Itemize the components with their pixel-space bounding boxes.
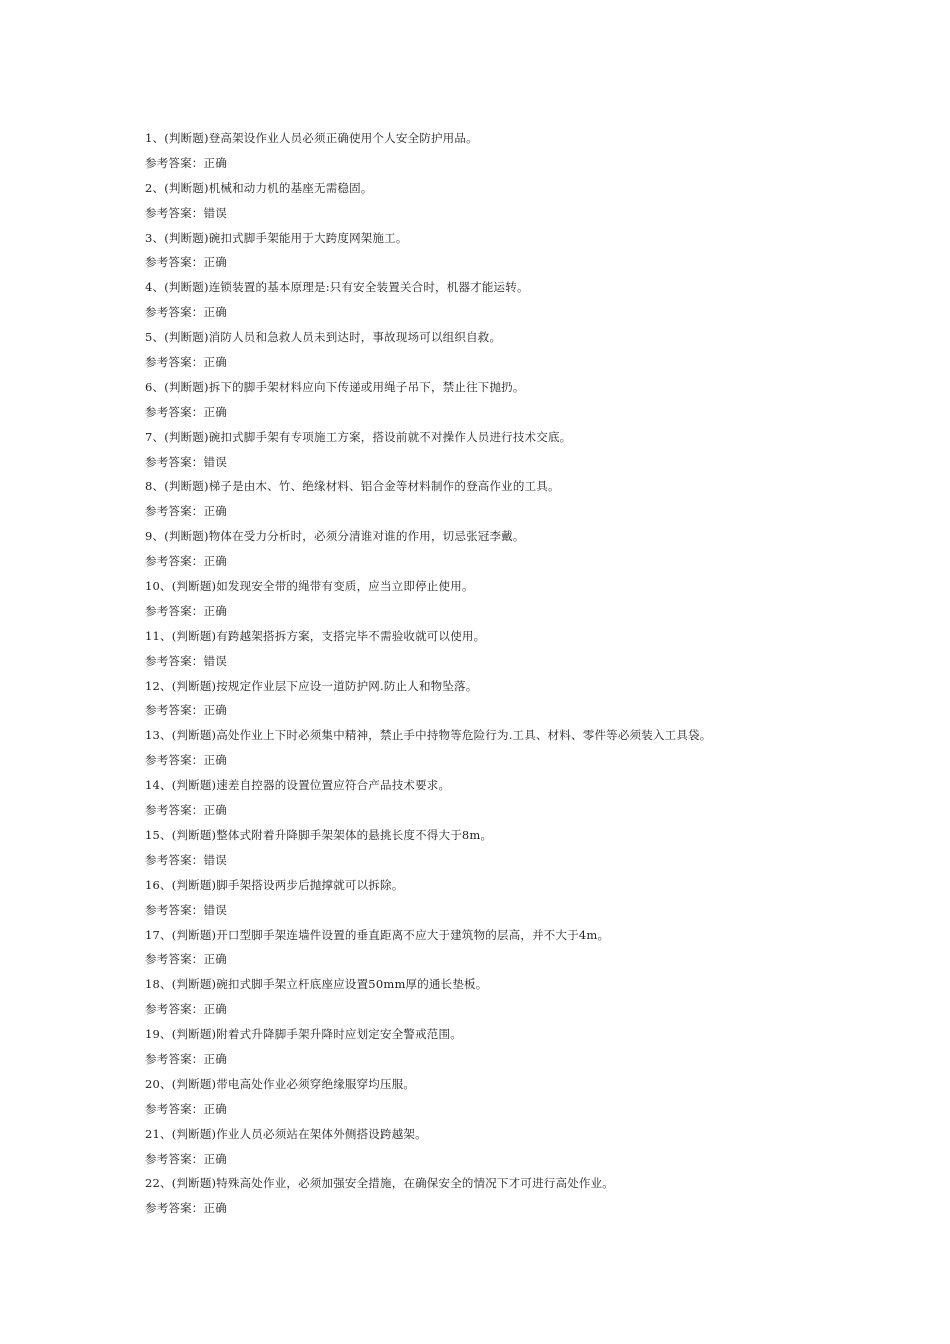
question-item bbox=[145, 1072, 935, 1122]
question-text: 17、(判断题)开口型脚手架连墙件设置的垂直距离不应大于建筑物的层高，并不大于4m。 bbox=[145, 927, 610, 942]
question-text: 5、(判断题)消防人员和急救人员未到达时，事故现场可以组织自救。 bbox=[145, 330, 502, 345]
question-item bbox=[145, 873, 935, 923]
question-item bbox=[145, 176, 935, 226]
question-item bbox=[145, 474, 935, 524]
question-text: 19、(判断题)附着式升降脚手架升降时应划定安全警戒范围。 bbox=[145, 1027, 462, 1042]
answer-text: 参考答案：正确 bbox=[145, 404, 227, 419]
question-text: 22、(判断题)特殊高处作业，必须加强安全措施，在确保安全的情况下才可进行高处作业。 bbox=[145, 1176, 615, 1191]
question-text: 13、(判断题)高处作业上下时必须集中精神，禁止手中持物等危险行为.工具、材料、零件等必须装入工具袋。 bbox=[145, 728, 712, 743]
answer-text: 参考答案：正确 bbox=[145, 305, 227, 320]
answer-text: 参考答案：正确 bbox=[145, 803, 227, 818]
question-text: 8、(判断题)梯子是由木、竹、绝缘材料、铝合金等材料制作的登高作业的工具。 bbox=[145, 479, 560, 494]
answer-text: 参考答案：正确 bbox=[145, 1051, 227, 1066]
answer-text: 参考答案：正确 bbox=[145, 703, 227, 718]
question-text: 14、(判断题)速差自控器的设置位置应符合产品技术要求。 bbox=[145, 778, 451, 793]
answer-text: 参考答案：正确 bbox=[145, 753, 227, 768]
question-text: 15、(判断题)整体式附着升降脚手架架体的悬挑长度不得大于8m。 bbox=[145, 827, 493, 842]
question-text: 20、(判断题)带电高处作业必须穿绝缘服穿均压服。 bbox=[145, 1076, 416, 1091]
question-item bbox=[145, 923, 935, 973]
question-item bbox=[145, 226, 935, 276]
question-item bbox=[145, 375, 935, 425]
question-text: 11、(判断题)有跨越架搭拆方案，支搭完毕不需验收就可以使用。 bbox=[145, 628, 486, 643]
answer-text: 参考答案：正确 bbox=[145, 504, 227, 519]
question-text: 16、(判断题)脚手架搭设两步后抛撑就可以拆除。 bbox=[145, 877, 404, 892]
question-item bbox=[145, 524, 935, 574]
answer-text: 参考答案：错误 bbox=[145, 902, 227, 917]
question-text: 12、(判断题)按规定作业层下应设一道防护网.防止人和物坠落。 bbox=[145, 678, 478, 693]
answer-text: 参考答案：正确 bbox=[145, 1201, 227, 1216]
question-item bbox=[145, 972, 935, 1022]
question-item bbox=[145, 275, 935, 325]
answer-text: 参考答案：错误 bbox=[145, 653, 227, 668]
question-item bbox=[145, 624, 935, 674]
question-item bbox=[145, 674, 935, 724]
answer-text: 参考答案：正确 bbox=[145, 155, 227, 170]
answer-text: 参考答案：错误 bbox=[145, 454, 227, 469]
question-item bbox=[145, 574, 935, 624]
document-page bbox=[145, 126, 935, 1221]
question-item bbox=[145, 1122, 935, 1172]
answer-text: 参考答案：正确 bbox=[145, 554, 227, 569]
answer-text: 参考答案：正确 bbox=[145, 952, 227, 967]
answer-text: 参考答案：正确 bbox=[145, 355, 227, 370]
question-item bbox=[145, 325, 935, 375]
question-text: 7、(判断题)碗扣式脚手架有专项施工方案，搭设前就不对操作人员进行技术交底。 bbox=[145, 429, 572, 444]
question-item bbox=[145, 1022, 935, 1072]
answer-text: 参考答案：正确 bbox=[145, 603, 227, 618]
question-text: 1、(判断题)登高架设作业人员必须正确使用个人安全防护用品。 bbox=[145, 131, 478, 145]
question-item bbox=[145, 425, 935, 475]
question-item bbox=[145, 773, 935, 823]
answer-text: 参考答案：正确 bbox=[145, 255, 227, 270]
question-item bbox=[145, 1171, 935, 1221]
answer-text: 参考答案：错误 bbox=[145, 852, 227, 867]
question-text: 18、(判断题)碗扣式脚手架立杆底座应设置50mm厚的通长垫板。 bbox=[145, 977, 488, 992]
answer-text: 参考答案：正确 bbox=[145, 1002, 227, 1017]
question-text: 9、(判断题)物体在受力分析时，必须分清谁对谁的作用，切忌张冠李戴。 bbox=[145, 529, 525, 544]
answer-text: 参考答案：正确 bbox=[145, 1151, 227, 1166]
question-text: 4、(判断题)连锁装置的基本原理是:只有安全装置关合时，机器才能运转。 bbox=[145, 280, 529, 295]
question-text: 3、(判断题)碗扣式脚手架能用于大跨度网架施工。 bbox=[145, 230, 408, 245]
question-text: 10、(判断题)如发现安全带的绳带有变质，应当立即停止使用。 bbox=[145, 579, 474, 594]
question-item bbox=[145, 723, 935, 773]
answer-text: 参考答案：错误 bbox=[145, 205, 227, 220]
question-item bbox=[145, 126, 935, 176]
question-item bbox=[145, 823, 935, 873]
question-text: 21、(判断题)作业人员必须站在架体外侧搭设跨越架。 bbox=[145, 1126, 427, 1141]
question-text: 6、(判断题)拆下的脚手架材料应向下传递或用绳子吊下，禁止往下抛扔。 bbox=[145, 379, 525, 394]
question-text: 2、(判断题)机械和动力机的基座无需稳固。 bbox=[145, 180, 373, 195]
answer-text: 参考答案：正确 bbox=[145, 1101, 227, 1116]
